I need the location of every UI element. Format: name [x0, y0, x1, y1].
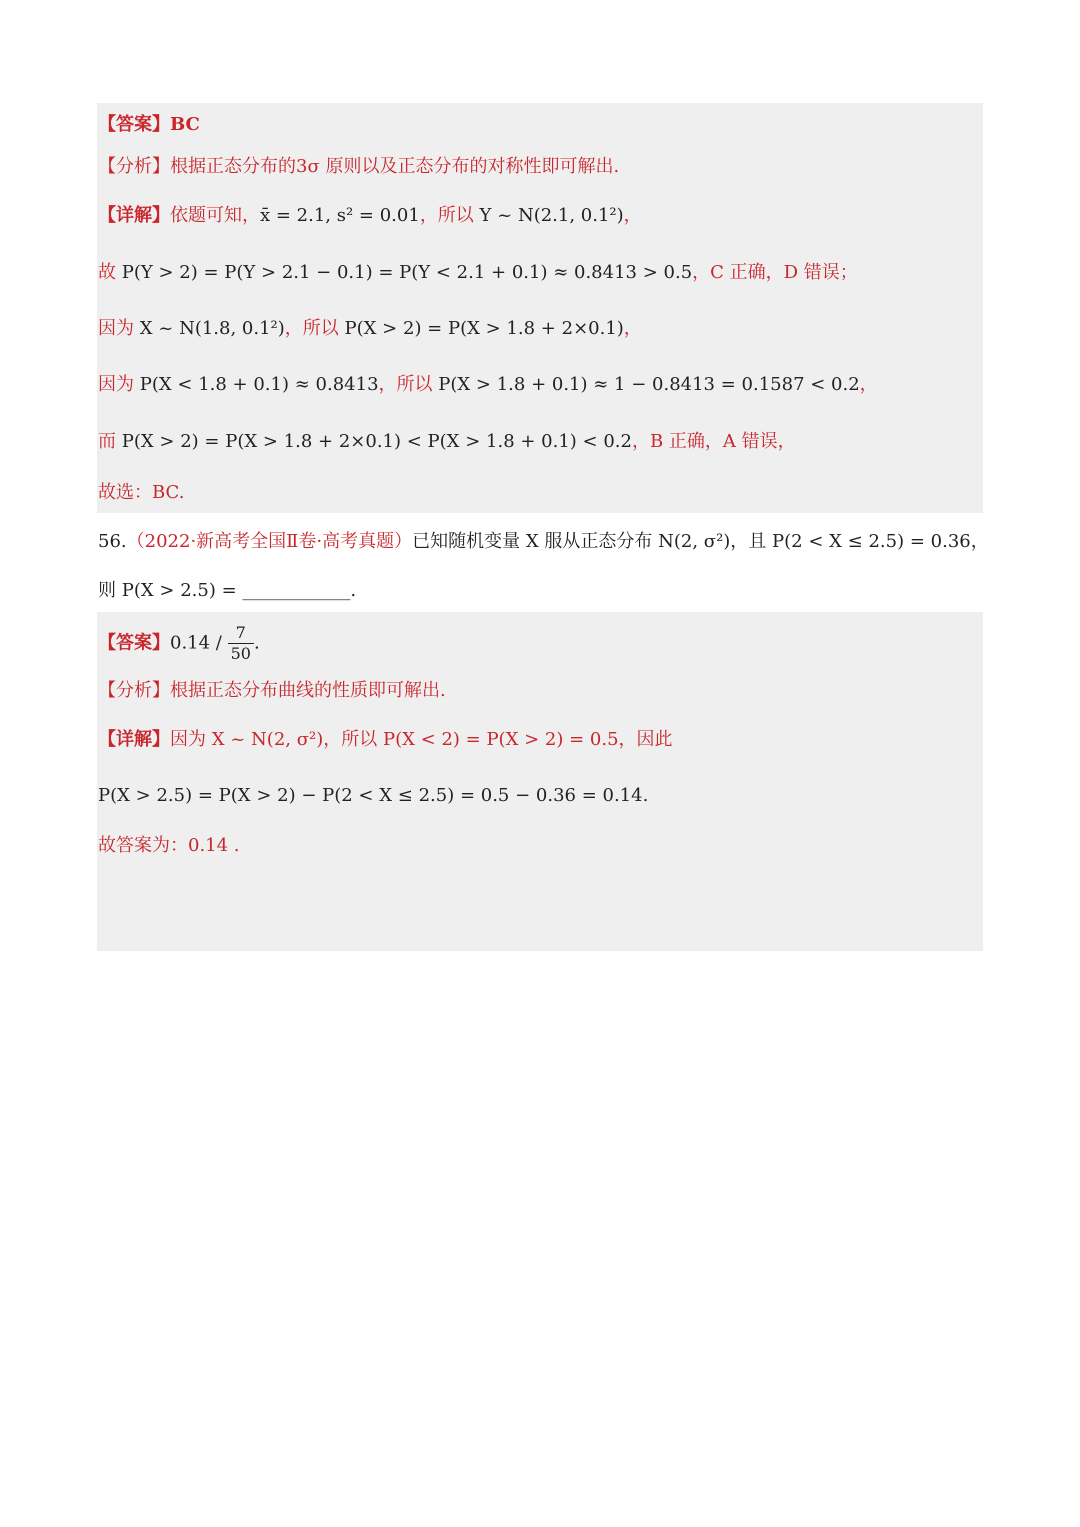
- detail-line-3: [98, 317, 642, 341]
- detail-math-2: Y ~ N(2.1, 0.1²): [479, 205, 624, 226]
- detail-text-2-1: 因为 X ~ N(2, σ²)，所以 P(X < 2) = P(X > 2) = 0.5，因此: [170, 729, 673, 750]
- answer-label-2: 【答案】: [98, 632, 170, 654]
- answer-value-2: 0.14 /: [170, 632, 228, 654]
- detail-label: 【详解】: [98, 205, 170, 226]
- line3-math: X ~ N(1.8, 0.1²): [139, 318, 285, 339]
- line5-math: P(X > 2) = P(X > 1.8 + 2×0.1) < P(X > 1.8 + 0.1) < 0.2: [121, 431, 632, 452]
- choose-line: 故选：BC.: [98, 482, 185, 503]
- question-number: 56.: [98, 531, 127, 552]
- answer-end-2: .: [253, 632, 260, 654]
- line5-prefix: 而: [98, 431, 122, 452]
- detail-text: 依题可知，: [170, 205, 260, 226]
- detail-text-2: ，所以: [419, 205, 480, 226]
- detail-line-2-1: [98, 728, 673, 752]
- line4-math: P(X < 1.8 + 0.1) ≈ 0.8413: [139, 374, 379, 395]
- line3-suffix: ，: [623, 318, 642, 339]
- detail-line-1: [98, 204, 642, 228]
- line2-prefix: 故: [98, 262, 122, 283]
- final-answer-line: 故答案为：0.14 .: [98, 835, 240, 856]
- detail-line-2: [98, 261, 858, 285]
- detail-math: x̄ = 2.1, s² = 0.01: [260, 205, 420, 226]
- answer-line: 【答案】BC: [98, 114, 200, 135]
- question-56-line-2: 则 P(X > 2.5) = ____________.: [98, 580, 357, 601]
- line4-suffix: ，: [859, 374, 878, 395]
- line3-prefix: 因为: [98, 318, 140, 339]
- analysis-line-2: 【分析】根据正态分布曲线的性质即可解出.: [98, 680, 446, 701]
- analysis-line: 【分析】根据正态分布的3σ 原则以及正态分布的对称性即可解出.: [98, 156, 620, 177]
- question-text-1: 已知随机变量 X 服从正态分布 N(2, σ²)，且 P(2 < X ≤ 2.5) = 0.36，: [412, 531, 989, 552]
- detail-line-2-2: P(X > 2.5) = P(X > 2) − P(2 < X ≤ 2.5) = 0.5 − 0.36 = 0.14.: [98, 785, 649, 806]
- line5-suffix: ，B 正确，A 错误，: [631, 431, 796, 452]
- line2-math: P(Y > 2) = P(Y > 2.1 − 0.1) = P(Y < 2.1 + 0.1) ≈ 0.8413 > 0.5: [121, 262, 693, 283]
- answer-fraction: [228, 623, 254, 664]
- question-56-line-1: [98, 530, 989, 554]
- line4-prefix: 因为: [98, 374, 140, 395]
- fraction-numerator: 7: [228, 623, 254, 644]
- question-source: （2022·新高考全国Ⅱ卷·高考真题）: [126, 531, 413, 552]
- line2-suffix: ，C 正确，D 错误；: [692, 262, 858, 283]
- detail-end: ，: [623, 205, 642, 226]
- line3-mid: ，所以: [284, 318, 345, 339]
- line4-mid: ，所以: [378, 374, 439, 395]
- detail-line-5: [98, 430, 796, 454]
- detail-label-2: 【详解】: [98, 729, 170, 750]
- answer-line-2: [98, 623, 260, 664]
- detail-line-4: [98, 373, 878, 397]
- fraction-denominator: 50: [230, 644, 251, 663]
- line3-math-2: P(X > 2) = P(X > 1.8 + 2×0.1): [344, 318, 624, 339]
- line4-math-2: P(X > 1.8 + 0.1) ≈ 1 − 0.8413 = 0.1587 < 0.2: [438, 374, 860, 395]
